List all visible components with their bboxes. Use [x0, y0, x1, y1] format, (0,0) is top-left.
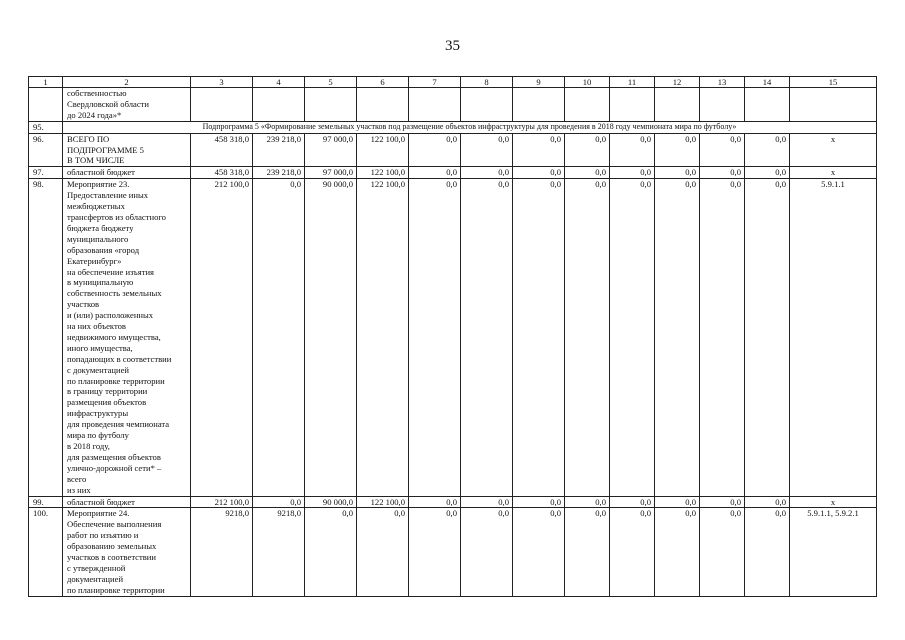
subprogram-title: Подпрограмма 5 «Формирование земельных участков под размещение объектов инфраструктуры для проведения в 2018 году чемпионата мира по футболу»: [63, 121, 877, 133]
header-cell: 4: [253, 77, 305, 88]
target-ref: х: [790, 133, 877, 167]
header-cell: 5: [305, 77, 357, 88]
value-cell: 0,0: [513, 167, 565, 179]
value-cell: 90 000,0: [305, 496, 357, 508]
value-cell: 97 000,0: [305, 133, 357, 167]
row-description: Мероприятие 24. Обеспечение выполнения работ по изъятию и образованию земельных участков в соответствии с утвержденной документацией по планировке территории: [63, 508, 191, 596]
row-number: 100.: [29, 508, 63, 596]
header-cell: 8: [461, 77, 513, 88]
value-cell: 0,0: [745, 496, 790, 508]
value-cell: [655, 88, 700, 122]
value-cell: 0,0: [409, 133, 461, 167]
value-cell: 122 100,0: [357, 179, 409, 496]
value-cell: [357, 88, 409, 122]
table-row: [29, 133, 877, 167]
value-cell: 0,0: [745, 133, 790, 167]
value-cell: [191, 88, 253, 122]
header-cell: 11: [610, 77, 655, 88]
header-row: [29, 77, 877, 88]
value-cell: 239 218,0: [253, 133, 305, 167]
page-number: 35: [445, 38, 460, 54]
value-cell: 0,0: [700, 179, 745, 496]
value-cell: 0,0: [610, 508, 655, 596]
value-cell: 0,0: [610, 179, 655, 496]
table-row: [29, 508, 877, 596]
target-ref: х: [790, 167, 877, 179]
table-row: [29, 496, 877, 508]
value-cell: 0,0: [461, 133, 513, 167]
value-cell: 458 318,0: [191, 133, 253, 167]
value-cell: [253, 88, 305, 122]
row-description: областной бюджет: [63, 496, 191, 508]
row-number: 98.: [29, 179, 63, 496]
header-cell: 6: [357, 77, 409, 88]
row-number: 96.: [29, 133, 63, 167]
header-cell: 10: [565, 77, 610, 88]
value-cell: 0,0: [610, 133, 655, 167]
value-cell: 0,0: [655, 179, 700, 496]
value-cell: [745, 88, 790, 122]
value-cell: 97 000,0: [305, 167, 357, 179]
header-cell: 13: [700, 77, 745, 88]
value-cell: 0,0: [700, 496, 745, 508]
value-cell: [461, 88, 513, 122]
table-row: [29, 88, 877, 122]
table-row: [29, 121, 877, 133]
value-cell: 0,0: [253, 179, 305, 496]
value-cell: 212 100,0: [191, 179, 253, 496]
value-cell: 90 000,0: [305, 179, 357, 496]
header-cell: 14: [745, 77, 790, 88]
target-ref: х: [790, 496, 877, 508]
value-cell: 0,0: [513, 508, 565, 596]
program-table: [28, 76, 877, 597]
target-ref: [790, 88, 877, 122]
value-cell: 0,0: [565, 167, 610, 179]
value-cell: [513, 88, 565, 122]
value-cell: 458 318,0: [191, 167, 253, 179]
value-cell: 0,0: [745, 508, 790, 596]
value-cell: 0,0: [565, 133, 610, 167]
row-number: 97.: [29, 167, 63, 179]
value-cell: 0,0: [655, 133, 700, 167]
value-cell: 0,0: [700, 133, 745, 167]
value-cell: 9218,0: [191, 508, 253, 596]
row-description: областной бюджет: [63, 167, 191, 179]
value-cell: [305, 88, 357, 122]
value-cell: [610, 88, 655, 122]
value-cell: 0,0: [461, 179, 513, 496]
header-cell: 2: [63, 77, 191, 88]
header-cell: 9: [513, 77, 565, 88]
value-cell: 122 100,0: [357, 496, 409, 508]
value-cell: 212 100,0: [191, 496, 253, 508]
value-cell: 0,0: [565, 508, 610, 596]
value-cell: 9218,0: [253, 508, 305, 596]
value-cell: [700, 88, 745, 122]
value-cell: [565, 88, 610, 122]
value-cell: 0,0: [700, 167, 745, 179]
row-description: ВСЕГО ПО ПОДПРОГРАММЕ 5 В ТОМ ЧИСЛЕ: [63, 133, 191, 167]
row-description: Мероприятие 23. Предоставление иных межбюджетных трансфертов из областного бюджета бюджету муниципального образования «город Екатеринбург» на обеспечение изъятия в муниципальную собственность земельных участков и (или) расположенных на них объектов недвижимого имущества, иного имущества, попадающих в соответствии с документацией по планировке территории в границу территории размещения объектов инфраструктуры для проведения чемпионата мира по футболу в 2018 году, для размещения объектов улично-дорожной сети* – всего из них: [63, 179, 191, 496]
value-cell: 0,0: [565, 179, 610, 496]
value-cell: 0,0: [305, 508, 357, 596]
target-ref: 5.9.1.1: [790, 179, 877, 496]
header-cell: 7: [409, 77, 461, 88]
header-cell: 15: [790, 77, 877, 88]
value-cell: 0,0: [610, 167, 655, 179]
value-cell: 0,0: [253, 496, 305, 508]
value-cell: 0,0: [409, 167, 461, 179]
target-ref: 5.9.1.1, 5.9.2.1: [790, 508, 877, 596]
value-cell: 0,0: [357, 508, 409, 596]
value-cell: 0,0: [655, 167, 700, 179]
header-cell: 3: [191, 77, 253, 88]
header-cell: 12: [655, 77, 700, 88]
table-row: [29, 179, 877, 496]
value-cell: 0,0: [655, 496, 700, 508]
table-row: [29, 167, 877, 179]
header-cell: 1: [29, 77, 63, 88]
value-cell: 0,0: [745, 167, 790, 179]
value-cell: 0,0: [409, 508, 461, 596]
value-cell: 0,0: [513, 179, 565, 496]
value-cell: 0,0: [461, 167, 513, 179]
value-cell: 0,0: [610, 496, 655, 508]
row-description: собственностью Свердловской области до 2024 года»*: [63, 88, 191, 122]
row-number: [29, 88, 63, 122]
value-cell: 0,0: [655, 508, 700, 596]
value-cell: 0,0: [461, 496, 513, 508]
value-cell: 122 100,0: [357, 133, 409, 167]
value-cell: 0,0: [461, 508, 513, 596]
value-cell: 0,0: [409, 496, 461, 508]
value-cell: 239 218,0: [253, 167, 305, 179]
value-cell: 0,0: [409, 179, 461, 496]
row-number: 95.: [29, 121, 63, 133]
value-cell: 0,0: [745, 179, 790, 496]
value-cell: [409, 88, 461, 122]
value-cell: 0,0: [513, 496, 565, 508]
value-cell: 0,0: [565, 496, 610, 508]
value-cell: 122 100,0: [357, 167, 409, 179]
row-number: 99.: [29, 496, 63, 508]
value-cell: 0,0: [700, 508, 745, 596]
value-cell: 0,0: [513, 133, 565, 167]
